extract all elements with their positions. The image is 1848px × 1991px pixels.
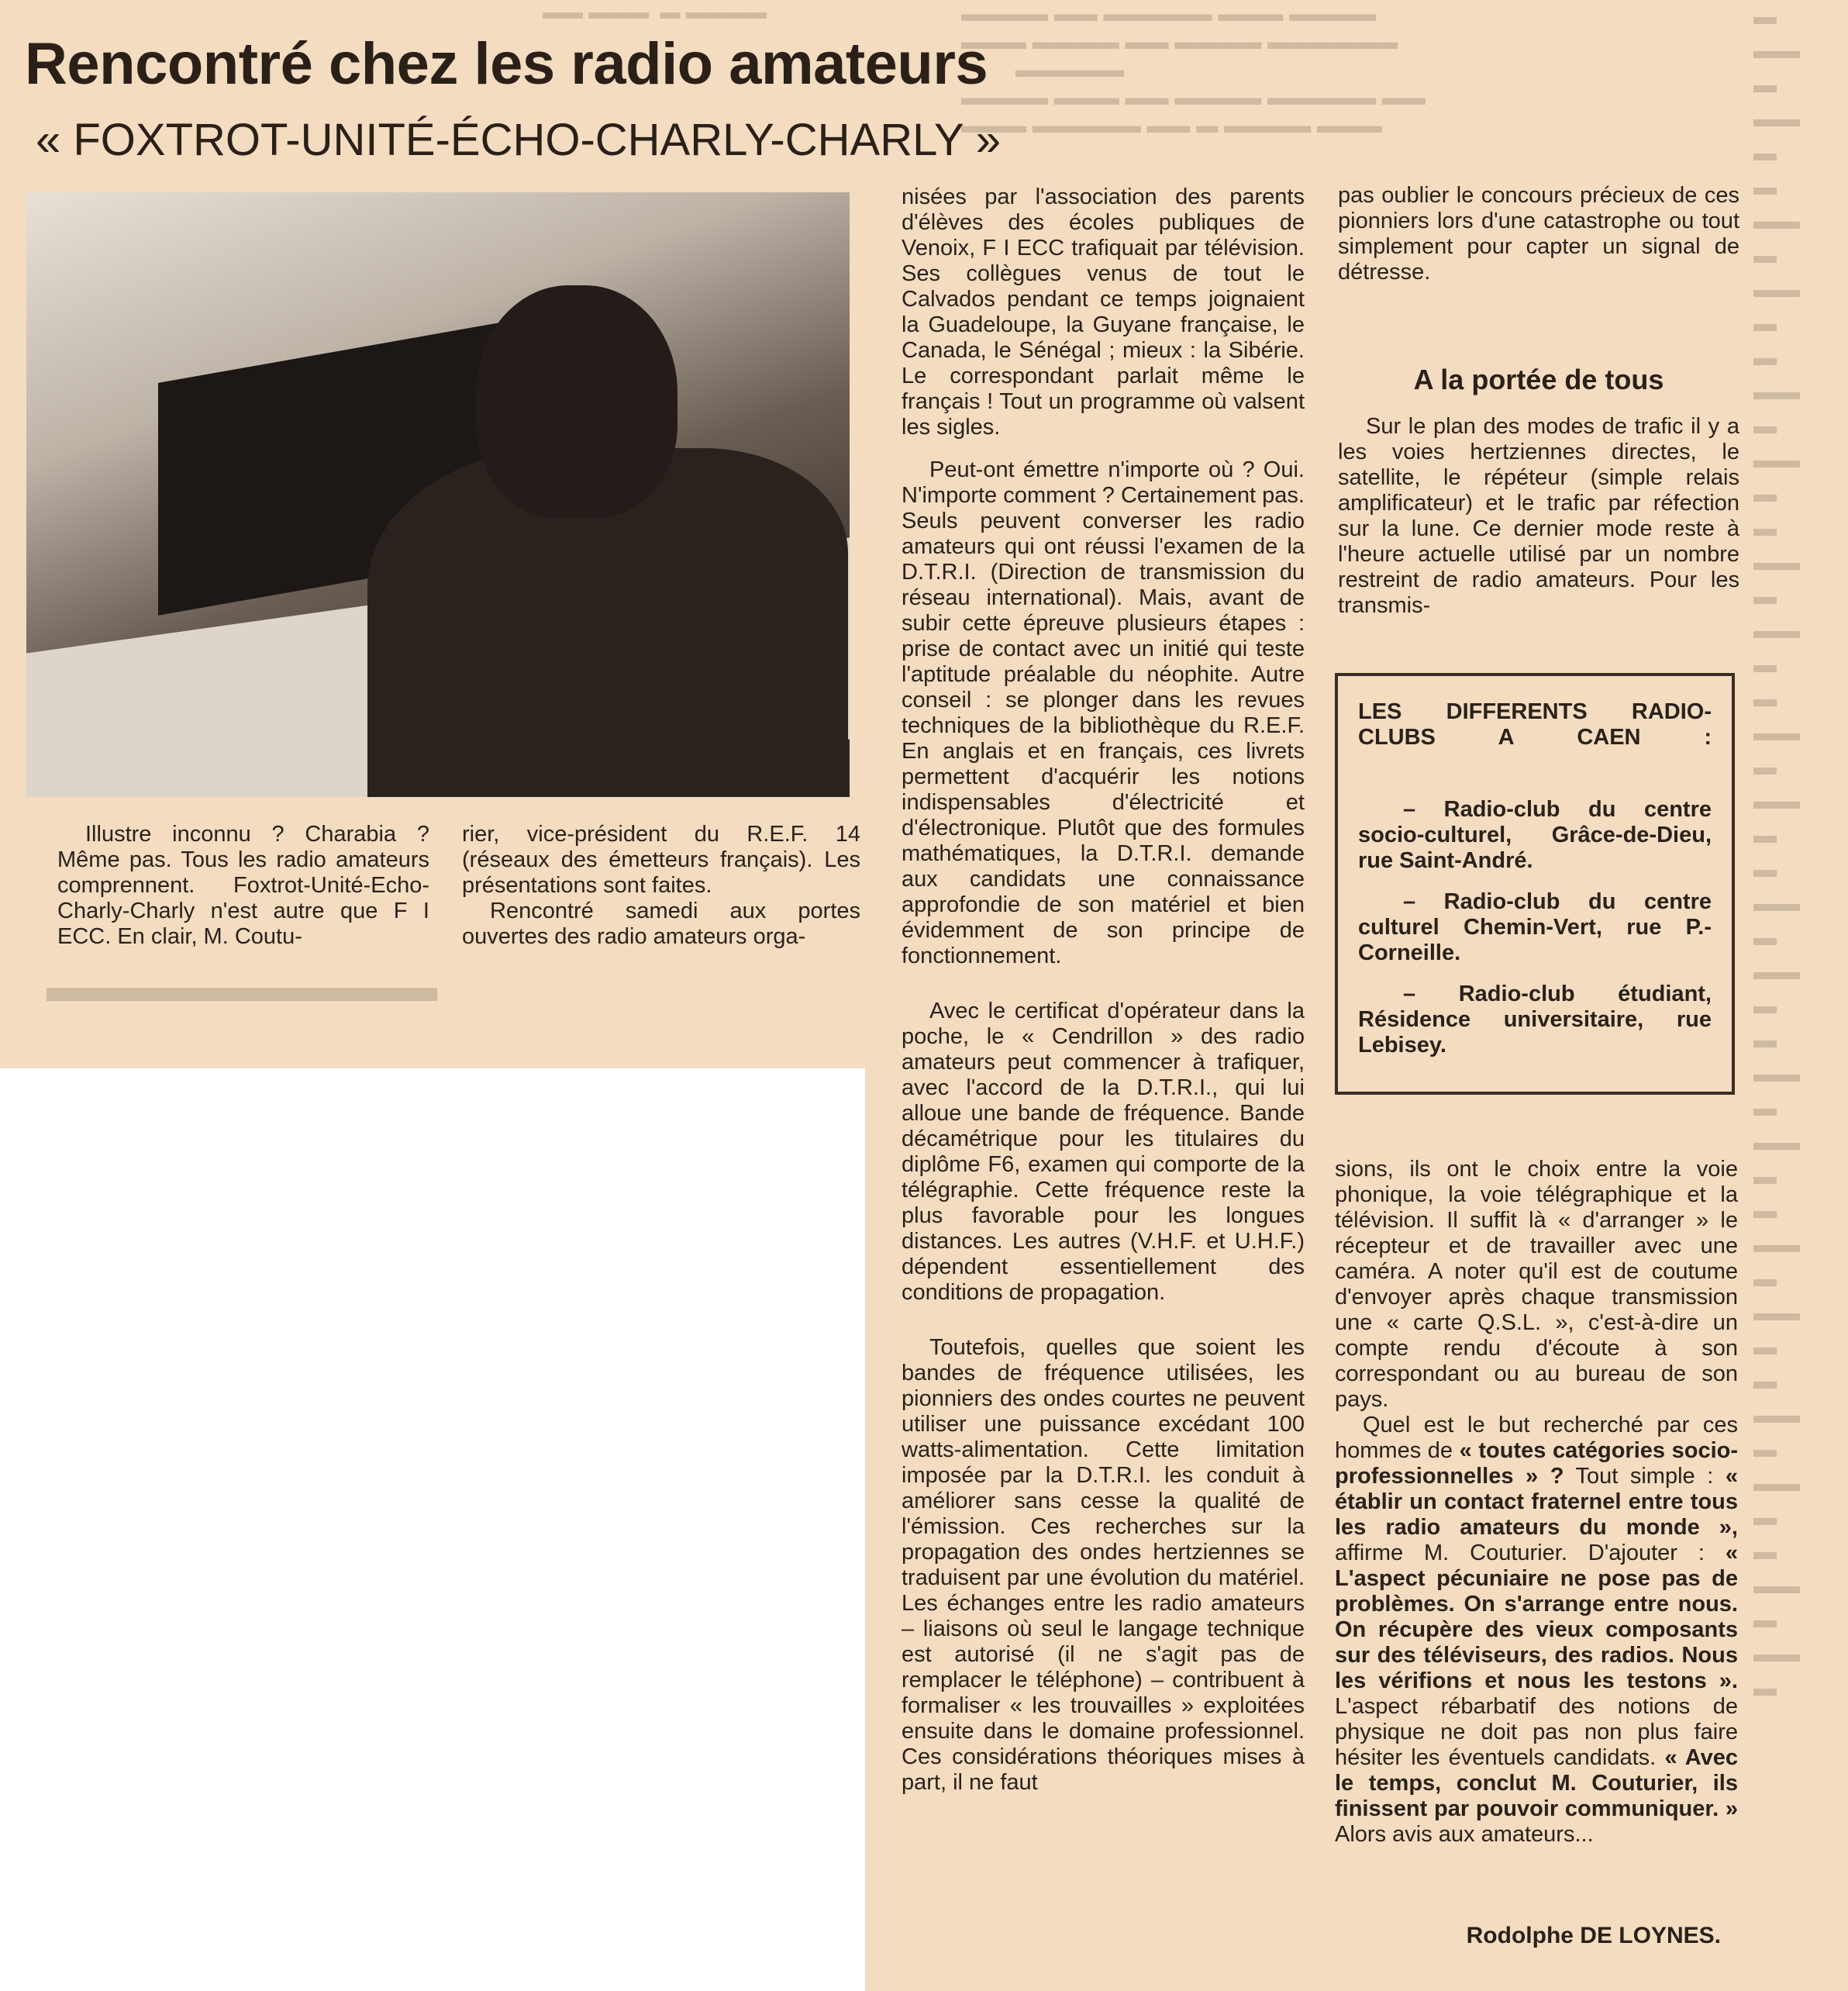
radio-club-entry: – Radio-club du centre socio-culturel, Grâce-de-Dieu, rue Saint-André.: [1358, 797, 1712, 873]
body-paragraph: Sur le plan des modes de trafic il y a les voies hertziennes directes, le satellite, le répéteur (simple relais amplificateur) et le trafic par réfection sur la lune. Ce dernier mode reste à l'heure actuelle utilisé par un nombre restreint de radio amateurs. Pour les transmis-: [1338, 414, 1739, 618]
radio-clubs-box-title: LES DIFFERENTS RADIO-CLUBS A CAEN :: [1358, 699, 1712, 750]
text-run: L'aspect rébarbatif des notions de physique ne doit pas non plus faire hésiter les éventuels candidats.: [1335, 1694, 1738, 1770]
bold-quote: « Avec le temps, conclut M. Couturier, ils finissent par pouvoir communiquer. »: [1335, 1745, 1738, 1821]
article-headline: Rencontré chez les radio amateurs: [25, 31, 988, 97]
text-run: Tout simple :: [1564, 1464, 1726, 1489]
section-subheading: A la portée de tous: [1413, 364, 1664, 395]
bold-quote: « établir un contact fraternel entre tous les radio amateurs du monde »,: [1335, 1464, 1738, 1540]
bold-quote: « L'aspect pécuniaire ne pose pas de problèmes. On s'arrange entre nous. On récupère des vieux composants sur des téléviseurs, des radios. Nous les vérifions et nous les testons ».: [1335, 1541, 1738, 1693]
radio-club-entry: – Radio-club étudiant, Résidence universitaire, rue Lebisey.: [1358, 982, 1712, 1058]
bleed-through-texture: ▬▬▬▬ ▬▬ ▬▬▬▬▬ ▬▬▬ ▬▬▬▬ ▬▬▬ ▬▬▬▬ ▬▬ ▬▬▬▬ ▬▬▬▬▬▬ ▬▬▬▬▬ ▬▬▬▬ ▬▬▬ ▬▬ ▬▬▬▬ ▬▬▬▬▬ ▬▬ ▬▬▬ ▬▬▬▬▬ ▬▬ ▬ ▬▬▬▬ ▬▬▬: [961, 2, 1426, 137]
text-run: Alors avis aux amateurs...: [1335, 1822, 1594, 1847]
body-paragraph: sions, ils ont le choix entre la voie phonique, la voie télégraphique et la télévision. Il suffit là « d'arranger » le récepteur et de travailler avec une caméra. A noter qu'il est de coutume d'envoyer après chaque transmission une « carte Q.S.L. », c'est-à-dire un compte rendu d'écoute à son correspondant ou au bureau de son pays.: [1335, 1157, 1738, 1412]
article-column-4-mid: [1338, 414, 1739, 619]
radio-club-entry: – Radio-club du centre culturel Chemin-Vert, rue P.-Corneille.: [1358, 889, 1712, 965]
caption-paragraph: Rencontré samedi aux portes ouvertes des radio amateurs orga-: [462, 899, 860, 949]
text-run: Quel est le but recherché par ces hommes de: [1335, 1413, 1738, 1463]
photo-caption-column-1: [57, 822, 429, 950]
article-column-4-top: [1338, 183, 1739, 285]
body-paragraph: Toutefois, quelles que soient les bandes de fréquence utilisées, les pionniers des ondes courtes ne peuvent utiliser une puissance excédant 100 watts-alimentation. Cette limitation imposée par la D.T.R.I. les conduit à améliorer sans cesse la qualité de l'émission. Ces recherches sur la propagation des ondes hertziennes se traduisent par une évolution du matériel. Les échanges entre les radio amateurs – liaisons où seul le langage technique est autorisé (il ne s'agit pas de remplacer le téléphone) – contribuent à formaliser « les trouvailles » exploitées ensuite dans le domaine professionnel. Ces considérations théoriques mises à part, il ne faut: [902, 1335, 1305, 1795]
body-paragraph: nisées par l'association des parents d'élèves des écoles publiques de Venoix, F I ECC trafiquait par télévision. Ses collègues venus de tout le Calvados pendant ce temps joignaient la Guadeloupe, la Guyane française, le Canada, le Sénégal ; mieux : la Sibérie. Le correspondant parlait même le français ! Tout un programme où valsent les sigles.: [902, 185, 1305, 440]
body-paragraph: pas oublier le concours précieux de ces pionniers lors d'une catastrophe ou tout simplement pour capter un signal de détresse.: [1338, 183, 1739, 285]
article-photo: [26, 192, 850, 797]
photo-operator-head: [476, 285, 677, 518]
article-column-3: [902, 185, 1305, 1796]
text-run: affirme M. Couturier. D'ajouter :: [1335, 1541, 1726, 1565]
bleed-through-texture: ▬ ▬▬ ▬ ▬▬ ▬ ▬ ▬▬ ▬ ▬▬ ▬ ▬ ▬▬ ▬ ▬▬ ▬ ▬ ▬▬ ▬ ▬▬ ▬ ▬ ▬▬ ▬ ▬▬ ▬ ▬ ▬▬ ▬ ▬▬ ▬ ▬ ▬▬ ▬ ▬▬ ▬ ▬ ▬▬ ▬ ▬▬ ▬ ▬ ▬▬ ▬ ▬▬ ▬ ▬ ▬▬ ▬ ▬▬ ▬: [1753, 4, 1800, 1701]
body-paragraph: Avec le certificat d'opérateur dans la poche, le « Cendrillon » des radio amateurs peut commencer à trafiquer, avec l'accord de la D.T.R.I., qui lui alloue une bande de fréquence. Bande décamétrique pour les titulaires du diplôme F6, examen qui comporte de la télégraphie. Cette fréquence reste la plus favorable pour les longues distances. Les autres (V.H.F. et U.H.F.) dépendent essentiellement des conditions de propagation.: [902, 999, 1305, 1305]
bleed-through-texture: ▬▬ ▬▬▬ ▬ ▬▬▬▬: [543, 0, 767, 23]
body-paragraph: Peut-ont émettre n'importe où ? Oui. N'importe comment ? Certainement pas. Seuls peuvent converser les radio amateurs qui ont réussi l'examen de la D.T.R.I. (Direction de transmission du réseau international). Mais, avant de subir cette épreuve plusieurs étapes : prise de contact avec un initié qui teste l'aptitude préalable du néophite. Autre conseil : se plonger dans les revues techniques de la bibliothèque du R.E.F. En anglais et en français, ces livrets permettent d'acquérir les notions indispensables d'électricité et d'électronique. Plutôt que des formules mathématiques, la D.T.R.I. demande aux candidats une connaissance approfondie de son matériel et bien évidemment de son principe de fonctionnement.: [902, 457, 1305, 968]
bleed-through-texture: ▬▬▬▬▬▬▬▬▬: [47, 961, 437, 1010]
caption-paragraph: rier, vice-président du R.E.F. 14 (réseaux des émetteurs français). Les présentations sont faites.: [462, 822, 860, 898]
radio-clubs-box: [1335, 673, 1735, 1095]
article-column-4-bottom: [1335, 1157, 1738, 1848]
caption-paragraph: Illustre inconnu ? Charabia ? Même pas. Tous les radio amateurs comprennent. Foxtrot-Unité-Echo-Charly-Charly n'est autre que F I ECC. En clair, M. Coutu-: [57, 822, 429, 949]
bold-quote: « toutes catégories socio-professionnelles » ?: [1335, 1438, 1738, 1489]
body-paragraph-quote: [1335, 1413, 1738, 1848]
article-subheadline: « FOXTROT-UNITÉ-ÉCHO-CHARLY-CHARLY »: [36, 115, 1002, 165]
photo-caption-column-2: [462, 822, 860, 950]
article-signature: Rodolphe DE LOYNES.: [1466, 1923, 1721, 1948]
